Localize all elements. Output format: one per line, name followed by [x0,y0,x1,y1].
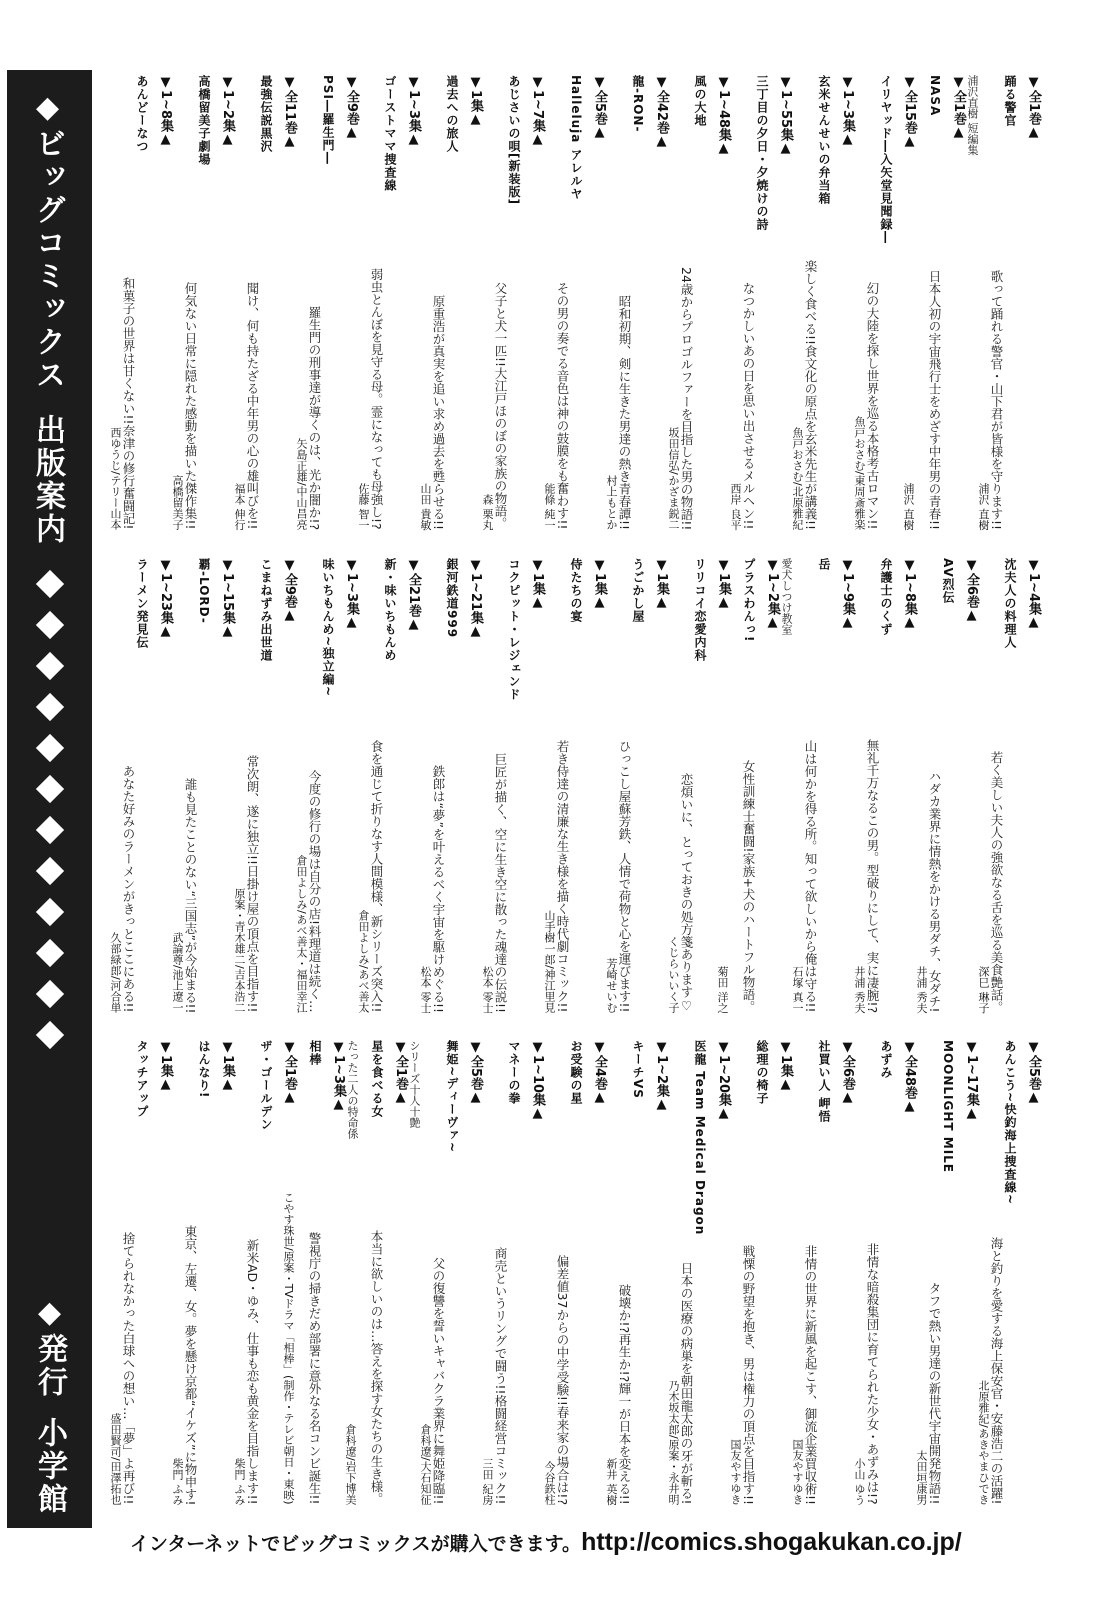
entry-author: 西岸 良平 [729,482,742,530]
entry-heading [734,558,793,1013]
entry-volumes: ▼1~2集▲ [654,1040,669,1112]
entry-description: 食を通じて折りなす人間模様、新シリーズ突入!! [369,740,384,1013]
entry-title: リリコイ恋愛内科 [693,558,707,662]
diamond-divider [27,570,73,1049]
entry-heading [995,1040,1041,1505]
entry-description: 捨てられなかった白球への想い…「夢」よ再び!! [121,1232,136,1505]
entry-description: 原重浩が真実を追い求め過去を甦らせる!! [431,294,446,530]
entry-author: 国友やすゆき [791,1439,804,1505]
entry-title: こまねずみ出世道 [259,558,273,662]
entry-description: 巨匠が描く、空に生き空に散った魂達の伝説!! [493,752,508,1013]
diamond-icon [36,898,64,926]
entry-title: 三丁目の夕日・夕焼けの詩 [755,75,769,231]
entry-description: 新米AD・ゆみ、仕事も恋も黄金を目指します!! [245,1239,260,1505]
entry-subtitle: たった二人の特命係 [346,1040,359,1139]
entry-subtitle: 浦沢直樹 短編集 [966,75,979,156]
catalog-entry [111,75,173,530]
entry-title: 踊る警官 [1003,75,1017,127]
catalog-entry [545,558,607,1013]
entry-description: 日本人初の宇宙飛行士をめざす中年男の青春!! [927,269,942,530]
catalog-entry [669,75,731,530]
entry-author: 村上もとか [605,475,618,530]
diamond-icon [36,611,64,639]
catalog-entry [111,558,173,1013]
catalog-entry [731,75,793,530]
entry-subtitle: 愛犬しつけ教室 [780,558,793,635]
entry-volumes: ▼全11巻▲ [282,75,297,150]
diamond-icon [36,939,64,967]
entry-title: うごかし屋 [631,558,645,623]
entry-volumes: ▼1~3集▲ [331,1040,346,1112]
entry-description: 常次朗、遂に独立!!日掛け屋の頂点を目指す!! [245,755,260,1013]
entry-heading [127,75,173,530]
entry-description: 破壊か!?再生か!?輝一が日本を変える!! [617,1284,632,1505]
purchase-notice-text: インターネットでビッグコミックスが購入できます。 [130,1533,582,1555]
entry-heading [437,558,483,1013]
entry-description: 海と釣りを愛する海上保安官・安藤浩二の活躍! [989,1237,1004,1505]
entry-subtitle: シリーズ十人十艶 [408,1040,421,1128]
catalog-block-bottom [111,1040,1041,1505]
catalog-entry [545,75,607,530]
entry-author: 倉田よしみ/あべ善太 [357,910,370,1013]
catalog-entry [731,1040,793,1505]
catalog-entry [855,558,917,1013]
entry-description: ひっこし屋蘇芳鉄、人情で荷物と心を運びます!! [617,740,632,1013]
entry-volumes: ▼全1巻▲ [282,1040,297,1106]
catalog-entry [235,558,297,1013]
entry-author: 石塚 真一 [791,965,804,1013]
catalog-entry [421,558,483,1013]
entry-heading [437,1040,483,1505]
entry-title: あんこう~快釣海上捜査線~ [1003,1040,1017,1206]
diamond-icon [36,734,64,762]
entry-author: 矢島正雄/中山昌亮 [295,438,308,530]
entry-title: プラスわんっ! [742,558,756,643]
entry-title: ザ・ゴールデン [259,1040,273,1131]
entry-author: 国友やすゆき [729,1439,742,1505]
catalog-entry [483,75,545,530]
entry-volumes: ▼1~15集▲ [220,558,235,640]
entry-heading [499,558,545,1013]
entry-description: 本当に欲しいのは…答えを探す女たちの生き様。 [369,1230,384,1505]
entry-title: 最強伝説黒沢 [259,75,273,153]
entry-heading [747,1040,793,1505]
catalog-entry [607,558,669,1013]
entry-author: 松本 零士 [419,965,432,1013]
entry-title: 新・味いちもんめ [383,558,397,662]
entry-title: マネーの拳 [507,1040,521,1105]
entry-volumes: ▼1~21集▲ [468,558,483,640]
catalog-entry [421,1040,483,1505]
entry-heading [871,75,917,530]
entry-description: 聞け、何も持たざる中年男の心の雄叫びを!! [245,282,260,530]
entry-author: 倉科遼/岩下博美 [344,1424,357,1505]
entry-description: 鉄郎は“夢”を叶えるべく宇宙を駆けめぐる!! [431,765,446,1013]
entry-heading [499,75,545,530]
entry-author: 西ゆうじ/テリー山本 [109,427,122,530]
entry-volumes: ▼1~7集▲ [530,75,545,147]
entry-volumes: ▼1集▲ [654,558,669,611]
entry-volumes: ▼1~3集▲ [344,558,359,630]
entry-description: 山は何かを得る所。知って欲しいから俺は守る!! [803,740,818,1013]
entry-volumes: ▼1~17集▲ [964,1040,979,1122]
banner-title-catalog: 出版案内 [30,414,65,546]
entry-author: 能條 純一 [543,482,556,530]
catalog-entry [607,75,669,530]
entry-title: 弁護士のくず [879,558,893,636]
entry-description: ハダカ業界に情熱をかける男ダチ、女ダチ! [927,770,942,1013]
entry-description: 何気ない日常に隠れた感動を描いた傑作集!! [183,282,198,530]
entry-title: 侍たちの宴 [569,558,583,623]
entry-title: 風の大地 [693,75,707,127]
entry-heading [809,75,855,530]
entry-heading [437,75,483,530]
entry-title: 銀河鉄道999 [445,558,459,639]
entry-title: ゴーストママ捜査線 [383,75,397,192]
entry-description: 戦慄の野望を抱き、男は権力の頂点を目指す!! [741,1244,756,1505]
entry-author: 浦沢 直樹 [977,482,990,530]
entry-title: 社買い人 岬悟 [817,1040,831,1124]
publisher-name: 小学館 [32,1417,67,1516]
entry-heading [313,558,359,1013]
publisher-prefix: ◆発行 [32,1295,67,1399]
catalog-entry [545,1040,607,1505]
entry-title: あずみ [879,1040,893,1079]
entry-volumes: ▼全1巻▲ [951,75,966,141]
entry-heading [313,75,359,530]
entry-title: 龍-RON- [631,75,645,133]
entry-title: 覇-LORD- [197,558,211,624]
entry-author: 魚戸おさむ/東周斎雅楽 [853,416,866,530]
entry-title: キーチVS [631,1040,645,1099]
entry-heading [561,558,607,1013]
entry-description: 女性訓練士奮闘!家族+犬のハートフル物語。 [741,760,756,1013]
entry-volumes: ▼全48巻▲ [902,1040,917,1115]
entry-title: Halleluja アレルヤ [569,75,583,201]
entry-author: 松本 零士 [481,965,494,1013]
entry-volumes: ▼1~4集▲ [1026,558,1041,630]
entry-author: こやす珠世/原案・TVドラマ「相棒」(制作・テレビ朝日・東映) [282,1192,295,1505]
entry-volumes: ▼全15巻▲ [902,75,917,150]
entry-description: 今度の修行の場は自分の店!料理道は続く… [307,770,322,1013]
entry-description: 若く美しい夫人の強欲なる舌を巡る美食艶話。 [989,750,1004,1013]
entry-volumes: ▼全1巻▲ [1026,75,1041,141]
entry-author: 太田垣康男 [915,1450,928,1505]
entry-title: NASA [928,75,942,117]
entry-description: 若き侍達の清廉な生き様を描く時代劇コミック!! [555,740,570,1013]
entry-volumes: ▼全6巻▲ [840,1040,855,1106]
entry-title: イリヤッド―入矢堂見聞録― [879,75,893,244]
diamond-icon [36,816,64,844]
entry-author: 佐藤 智一 [357,482,370,530]
entry-author: 魚戸おさむ/北原雅紀 [791,427,804,530]
entry-author: 柴門 ふみ [233,1457,246,1505]
entry-description: 歌って踊れる警官・山下君が皆様を守ります!! [989,269,1004,530]
catalog-entry [421,75,483,530]
entry-description: 父の復讐を誓いキャバクラ業界に舞姫降臨!! [431,1257,446,1505]
catalog-block-top [111,75,1041,530]
entry-description: 無礼千万なるこの男。型破りにして、実に凄腕!? [865,738,880,1013]
diamond-icon [36,693,64,721]
entry-title: 総理の椅子 [755,1040,769,1105]
catalog-entry [173,75,235,530]
entry-heading [685,1040,731,1505]
banner-title [25,90,69,580]
entry-title: タッチアップ [135,1040,149,1118]
entry-description: タフで熱い男達の新世代宇宙開発物語!! [927,1282,942,1505]
entry-heading [871,1040,917,1505]
entry-heading [300,1040,359,1505]
catalog-entry [979,75,1041,530]
catalog-entry [173,1040,235,1505]
entry-title: 相棒 [308,1040,322,1066]
entry-title: お受験の星 [569,1040,583,1105]
entry-title: PSI―羅生門― [321,75,335,165]
entry-volumes: ▼1集▲ [716,558,731,611]
entry-title: 沈夫人の料理人 [1003,558,1017,649]
entry-heading [189,558,235,1013]
entry-heading [920,75,979,530]
entry-volumes: ▼1~20集▲ [716,1040,731,1122]
entry-description: なつかしいあの日を思い出させるメルヘン!! [741,282,756,530]
entry-author: 久部緑郎/河合単 [109,932,122,1013]
entry-author: 森 栗丸 [481,493,494,530]
diamond-icon [36,1021,64,1049]
entry-heading [623,558,669,1013]
entry-volumes: ▼全4巻▲ [592,1040,607,1106]
entry-title: 星を食べる女 [370,1040,384,1118]
publisher-label [27,1295,71,1525]
entry-author: 高橋留美子 [171,475,184,530]
entry-volumes: ▼全42巻▲ [654,75,669,150]
entry-heading [362,1040,421,1505]
catalog-entry [793,1040,855,1505]
entry-title: コクピット・レジェンド [507,558,521,701]
catalog-entry [917,558,979,1013]
entry-volumes: ▼1~48集▲ [716,75,731,157]
entry-author: 北原雅紀/あきやまひでき [977,1380,990,1505]
catalog-entry [111,1040,173,1505]
catalog-entry [297,75,359,530]
entry-volumes: ▼1~55集▲ [778,75,793,157]
entry-author: 深巳 琳子 [977,965,990,1013]
entry-description: 恋煩いに、とっておきの処方箋あります♡ [679,773,694,1013]
entry-description: 警視庁の掃きだめ部署に意外なる名コンビ誕生!! [307,1232,322,1505]
entry-description: 父子と犬一匹!!大江戸ほのぼの家族の物語。 [493,282,508,530]
entry-author: 柴門 ふみ [171,1457,184,1505]
catalog-entry [235,1040,297,1505]
entry-author: 山田 貴敏 [419,482,432,530]
entry-volumes: ▼1~8集▲ [902,558,917,630]
entry-volumes: ▼1集▲ [530,558,545,611]
catalog-entry [483,558,545,1013]
entry-heading [561,1040,607,1505]
entry-description: 非情な暗殺集団に育てられた少女・あずみは!? [865,1243,880,1505]
entry-title: あじさいの唄[新装版] [507,75,521,205]
entry-volumes: ▼全9巻▲ [344,75,359,141]
entry-heading [251,75,297,530]
entry-volumes: ▼1~10集▲ [530,1040,545,1122]
entry-author: 盛田賢司/田澤拓也 [109,1413,122,1505]
entry-volumes: ▼1~3集▲ [406,75,421,147]
entry-title: 味いちもんめ~独立編~ [321,558,335,698]
entry-heading [623,75,669,530]
entry-author: 井浦 秀夫 [853,965,866,1013]
entry-author: 新井 英樹 [605,1457,618,1505]
entry-description: 日本の医療の病巣を朝田龍太郎の牙が斬る! [679,1262,694,1505]
entry-description: 偏差値37からの中学受験!!春来家の場合は!? [555,1254,570,1505]
entry-title: 岳 [817,558,831,571]
entry-description: 誰も見たことのない“三国志”が今始まる!! [183,777,198,1013]
entry-volumes: ▼全5巻▲ [1026,1040,1041,1106]
catalog-entry [359,558,421,1013]
catalog-entry [979,558,1041,1013]
entry-author: 芳崎せいむ [605,958,618,1013]
entry-description: 楽しく食べる!!食文化の原点を玄米先生が講義!! [803,259,818,530]
entry-volumes: ▼1集▲ [220,1040,235,1093]
entry-title: はんなり! [197,1040,211,1099]
entry-volumes: ▼1~23集▲ [158,558,173,640]
entry-author: 武論尊/池上遼一 [171,932,184,1013]
entry-heading [561,75,607,530]
entry-heading [499,1040,545,1505]
entry-description: その男の奏でる音色は神の鼓膜をも奮わす!! [555,282,570,530]
entry-volumes: ▼全9巻▲ [282,558,297,624]
catalog-entry [669,558,731,1013]
banner-title-series: ◆ビッグコミックス [30,90,65,392]
catalog-entry [669,1040,731,1505]
catalog-entry [855,75,917,530]
catalog-entry [917,1040,979,1505]
entry-heading [995,558,1041,1013]
entry-heading [809,558,855,1013]
entry-heading [375,75,421,530]
entry-description: 商売というリングで闘う!!格闘経営コミック!! [493,1247,508,1505]
entry-heading [871,558,917,1013]
entry-author: 小山 ゆう [853,1457,866,1505]
entry-title: MOONLIGHT MILE [941,1040,955,1174]
entry-volumes: ▼1~8集▲ [158,75,173,147]
catalog-entry [855,1040,917,1505]
diamond-icon [36,857,64,885]
entry-author: 菊田 洋之 [716,965,729,1013]
entry-author: 山手樹一郎/神江里見 [543,910,556,1013]
entry-heading [809,1040,855,1505]
entry-author: 今谷鉄柱 [543,1461,556,1505]
entry-author: 井浦 秀夫 [915,965,928,1013]
entry-volumes: ▼全21巻▲ [406,558,421,633]
purchase-notice [130,1528,1080,1564]
entry-title: 高橋留美子劇場 [197,75,211,166]
catalog-entry [793,75,855,530]
diamond-icon [36,775,64,803]
entry-author: くじらいいく子 [667,936,680,1013]
entry-volumes: ▼全5巻▲ [468,1040,483,1106]
catalog-block-middle [111,558,1041,1013]
entry-author: 浦沢 直樹 [902,482,915,530]
entry-heading [127,558,173,1013]
catalog-entry [297,558,359,1013]
diamond-icon [36,980,64,1008]
catalog-entry [359,75,421,530]
entry-heading [189,75,235,530]
entry-heading [189,1040,235,1505]
entry-author: 乃木坂太郎/原案・永井明 [667,1380,680,1505]
entry-title: 舞姫~ディーヴァ~ [445,1040,459,1154]
entry-title: 過去への旅人 [445,75,459,153]
entry-volumes: ▼1集▲ [592,558,607,611]
entry-volumes: ▼1~9集▲ [840,558,855,630]
catalog-entry [607,1040,669,1505]
entry-author: 福本 伸行 [233,482,246,530]
entry-title: 医龍 Team Medical Dragon [693,1040,707,1236]
entry-description: 非情の世界に新風を起こす、御流企業買収術!! [803,1244,818,1505]
purchase-url-link[interactable]: http://comics.shogakukan.co.jp/ [581,1528,962,1556]
entry-title: ラーメン発見伝 [135,558,149,649]
entry-description: 昭和初期、剣に生きた男達の熱き青春譚!! [617,294,632,530]
entry-description: 東京、左遷、女。夢を懸け京都“イケズ”に物申す! [183,1224,198,1505]
entry-author: 倉田よしみ/あべ善太・福田幸江 [295,855,308,1013]
catalog-entry [235,75,297,530]
entry-volumes: ▼1~2集▲ [220,75,235,147]
diamond-icon [36,570,64,598]
entry-description: 羅生門の刑事達が導くのは、光か闇か!? [307,305,322,530]
entry-heading [251,558,297,1013]
entry-volumes: ▼全6巻▲ [964,558,979,624]
entry-description: 幻の大陸を探し世界を巡る本格考古ロマン!! [865,282,880,530]
entry-author: 原案・青木雄二/吉本浩二 [233,888,246,1013]
entry-volumes: ▼1集▲ [778,1040,793,1093]
entry-title: AV烈伝 [941,558,955,604]
entry-description: あなた好みのラーメンがきっとここにある!! [121,765,136,1013]
catalog-entry [483,1040,545,1505]
entry-heading [685,558,731,1013]
entry-heading [375,558,421,1013]
entry-heading [251,1040,297,1505]
entry-volumes: ▼1集▲ [158,1040,173,1093]
entry-heading [623,1040,669,1505]
entry-author: 倉科遼/大石知征 [419,1424,432,1505]
entry-description: 弱虫とんぼを見守る母。霊になっても母強し!? [369,268,384,530]
catalog-entry [173,558,235,1013]
entry-description: 和菓子の世界は甘くない!!奈津の修行奮闘記! [121,277,136,530]
entry-author: 三田 紀房 [481,1457,494,1505]
entry-title: あんどーなつ [135,75,149,153]
catalog-entry [979,1040,1041,1505]
entry-heading [933,558,979,1013]
entry-heading [933,1040,979,1505]
entry-volumes: ▼1~3集▲ [840,75,855,147]
entry-volumes: ▼全1巻▲ [393,1040,408,1106]
entry-title: 玄米せんせいの弁当箱 [817,75,831,205]
entry-heading [995,75,1041,530]
entry-author: 坂田信弘/かざま鋭二 [667,427,680,530]
entry-heading [127,1040,173,1505]
entry-volumes: ▼全5巻▲ [592,75,607,141]
diamond-icon [36,652,64,680]
entry-volumes: ▼1~2集▲ [765,558,780,630]
entry-volumes: ▼1集▲ [468,75,483,128]
entry-description: 24歳からプロゴルファーを目指した男の物語!! [679,266,694,530]
entry-heading [747,75,793,530]
catalog-banner [7,70,92,1528]
catalog-entry [793,558,855,1013]
entry-heading [685,75,731,530]
